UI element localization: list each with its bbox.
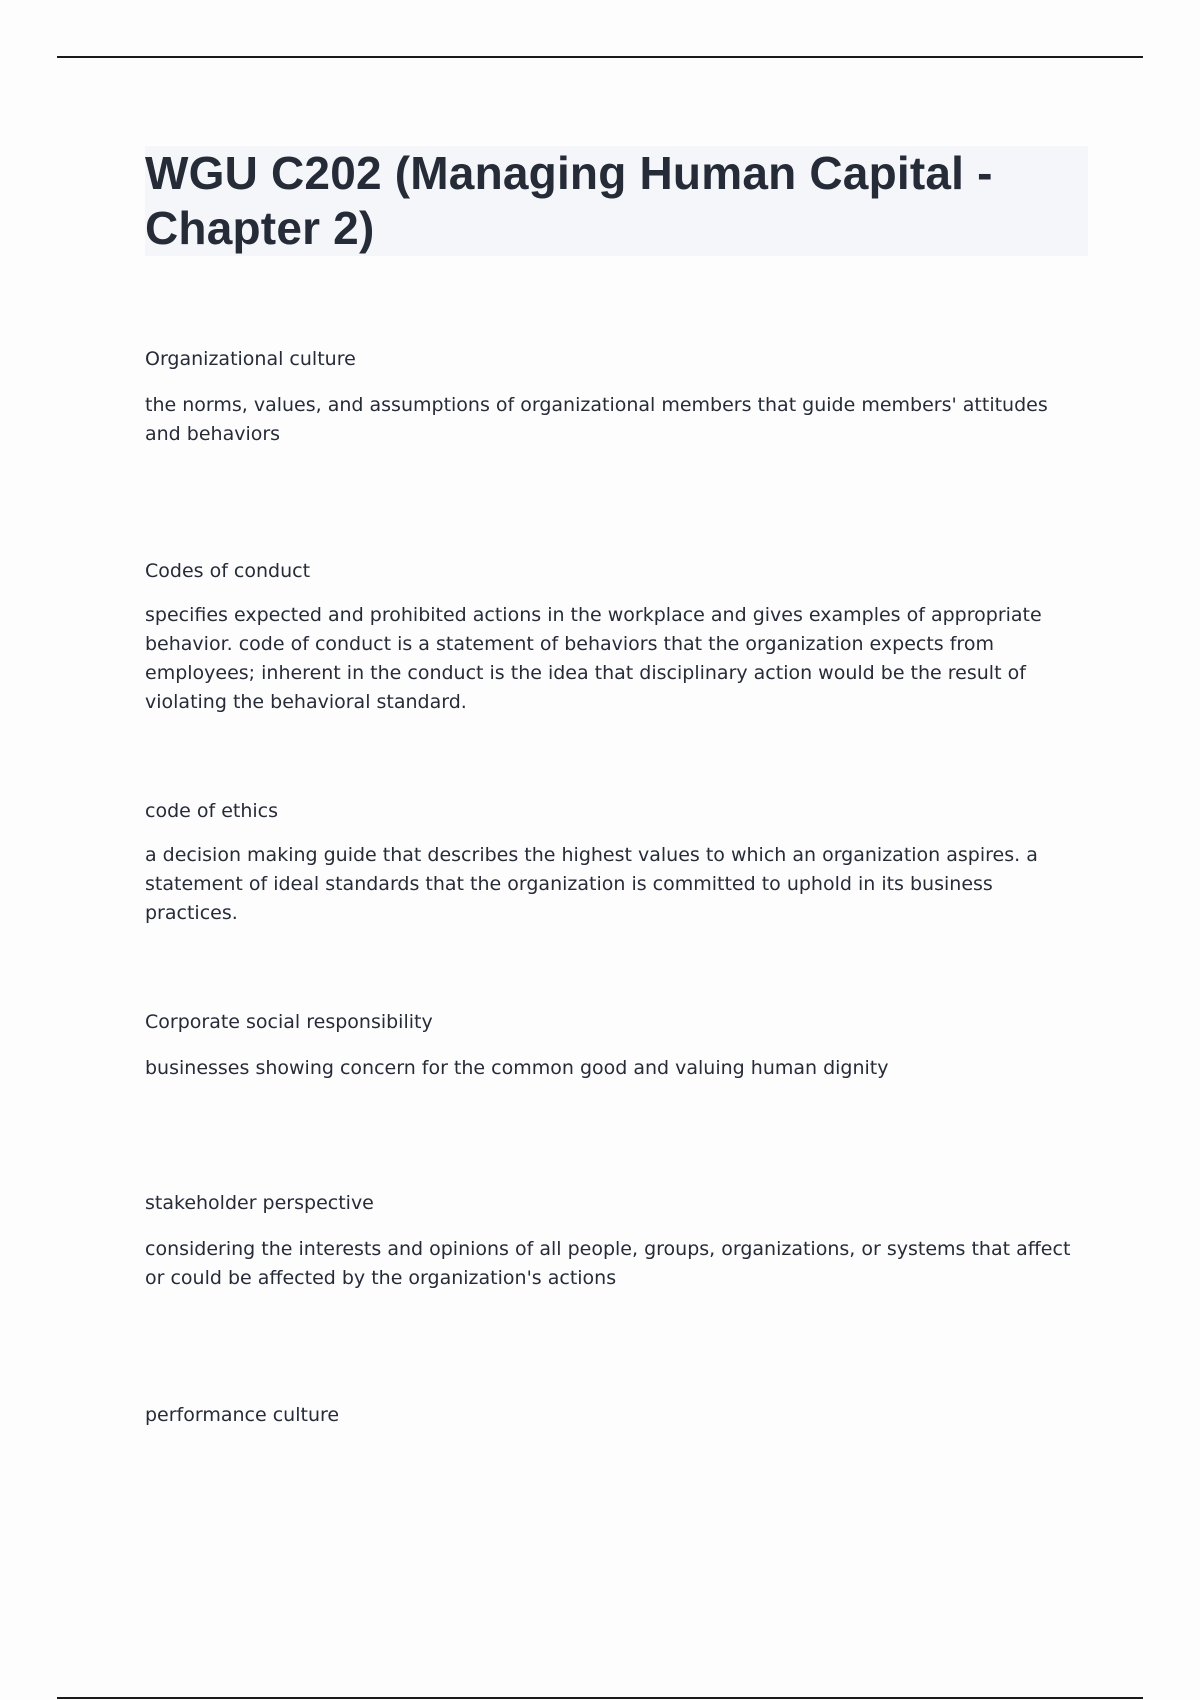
term-performance-culture: performance culture <box>145 1404 340 1426</box>
term-corporate-social-responsibility: Corporate social responsibility <box>145 1011 433 1033</box>
title-block <box>145 146 1088 256</box>
page-title: WGU C202 (Managing Human Capital - Chapter 2) <box>145 147 993 254</box>
term-stakeholder-perspective: stakeholder perspective <box>145 1192 374 1214</box>
term-organizational-culture: Organizational culture <box>145 348 356 370</box>
definition-organizational-culture: the norms, values, and assumptions of organizational members that guide members' attitudes and behaviors <box>145 394 1048 445</box>
definition-code-of-ethics: a decision making guide that describes the highest values to which an organization aspires. a statement of ideal standards that the organization is committed to uphold in its business practices. <box>145 844 1038 924</box>
term-codes-of-conduct: Codes of conduct <box>145 560 311 582</box>
definition-corporate-social-responsibility: businesses showing concern for the common good and valuing human dignity <box>145 1057 889 1079</box>
footer-rule <box>57 1697 1143 1699</box>
definition-stakeholder-perspective: considering the interests and opinions of all people, groups, organizations, or systems that affect or could be affected by the organization's actions <box>145 1238 1071 1289</box>
definition-codes-of-conduct: specifies expected and prohibited actions in the workplace and gives examples of appropriate behavior. code of conduct is a statement of behaviors that the organization expects from employees; inherent in the conduct is the idea that disciplinary action would be the result of violating the behavioral standard. <box>145 604 1042 713</box>
term-code-of-ethics: code of ethics <box>145 800 279 822</box>
header-rule <box>57 56 1143 58</box>
